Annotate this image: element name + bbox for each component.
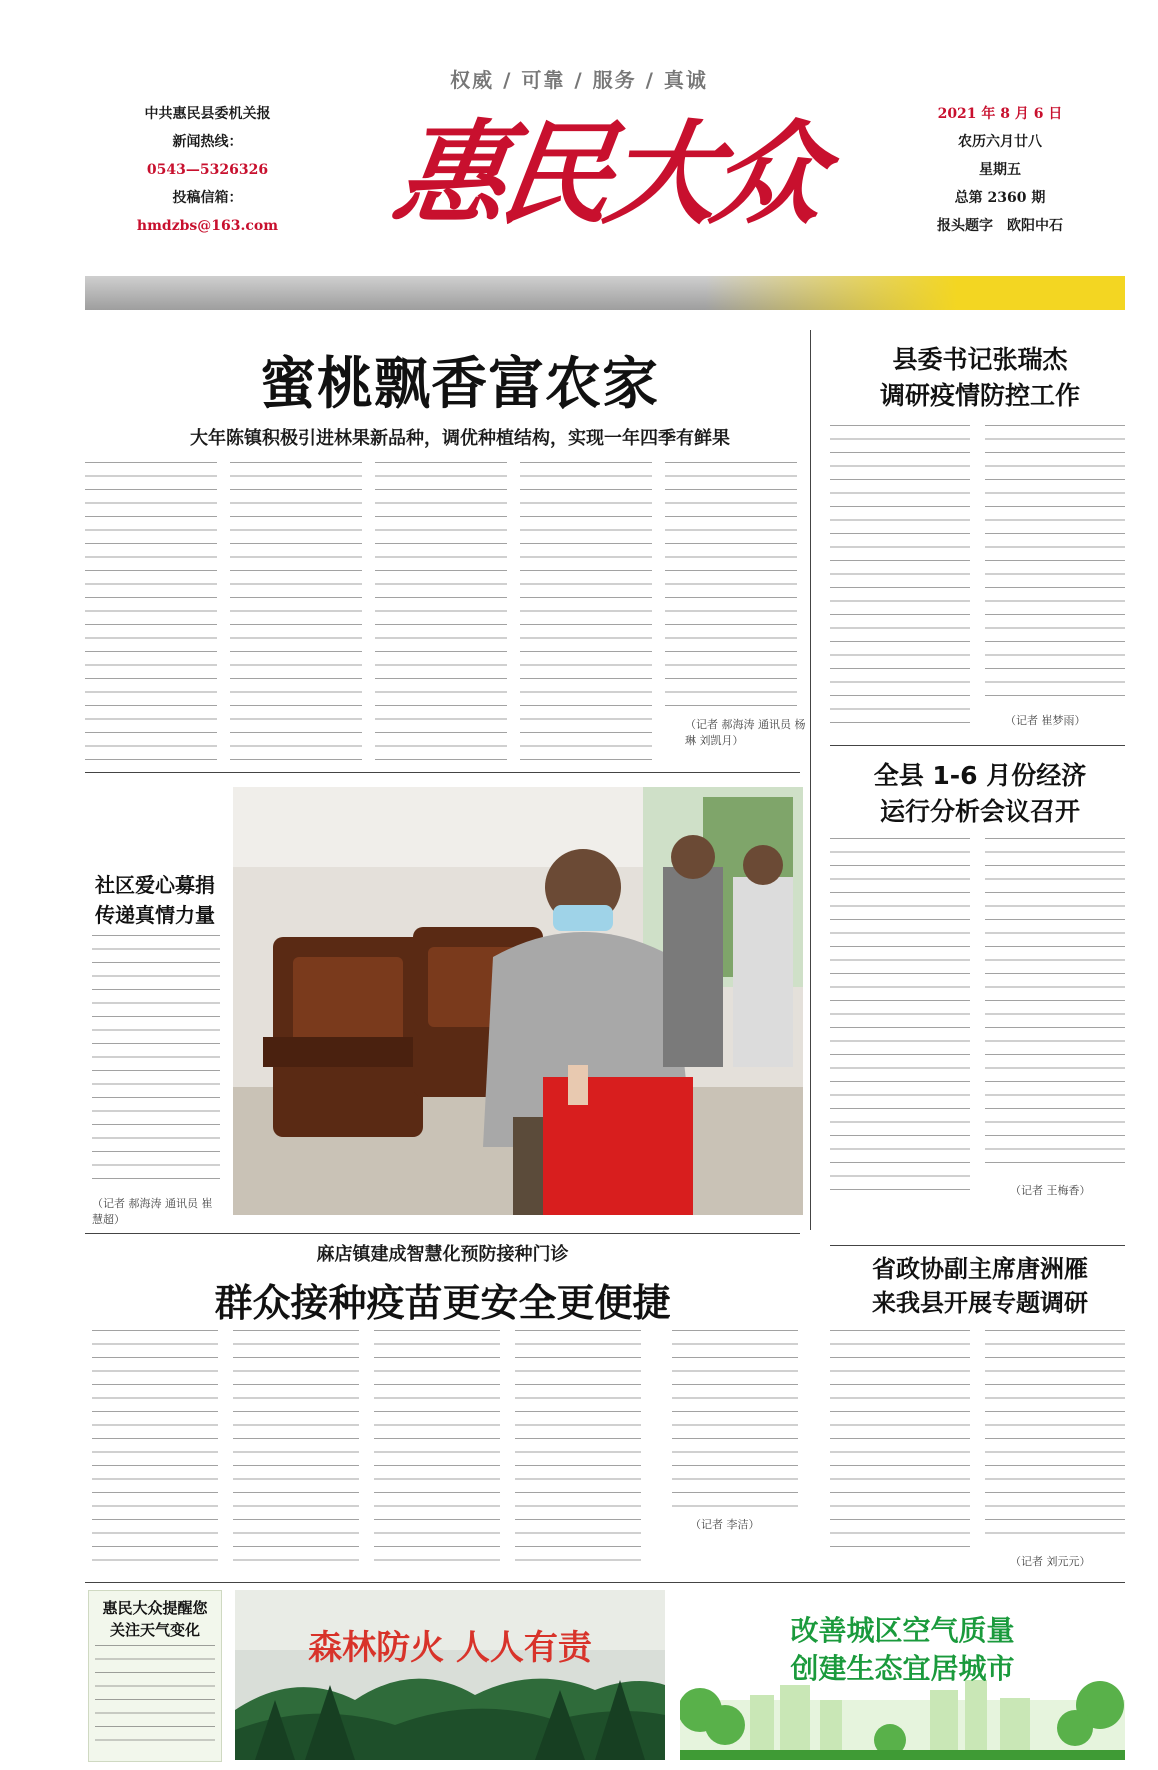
lead-col-2	[230, 462, 362, 762]
divider-right-1	[830, 745, 1125, 746]
column-divider	[810, 330, 811, 1230]
vaccine-col-1	[92, 1330, 218, 1568]
weather-title-line1: 惠民大众提醒您	[102, 1599, 208, 1617]
divider-bottom	[85, 1582, 1125, 1583]
cppcc-col-1	[830, 1330, 970, 1558]
masthead-title: 惠民大众	[385, 109, 829, 240]
left-info	[120, 100, 295, 240]
email-label: 投稿信箱：	[172, 190, 243, 206]
calligraphy-credit: 报头题字 欧阳中石	[937, 218, 1063, 234]
community-col	[92, 935, 220, 1190]
slogan: 权威 / 可靠 / 服务 / 真诚	[450, 68, 708, 92]
community-headline-line1: 社区爱心募捐	[95, 873, 215, 897]
economy-headline-line1: 全县 1-6 月份经济	[873, 761, 1087, 790]
forest-fire-ad	[235, 1590, 665, 1760]
party-sec-col-2	[985, 425, 1125, 705]
lead-subhead: 大年陈镇积极引进林果新品种，调优种植结构，实现一年四季有鲜果	[190, 428, 730, 449]
cppcc-headline	[835, 1252, 1125, 1320]
air-quality-slogan-line1: 改善城区空气质量	[790, 1614, 1015, 1647]
vaccine-col-4	[515, 1330, 641, 1568]
air-quality-ad	[680, 1590, 1125, 1760]
vaccine-col-2	[233, 1330, 359, 1568]
party-sec-headline-line2: 调研疫情防控工作	[879, 381, 1080, 410]
header-banner-strip	[85, 276, 1125, 310]
weekday: 星期五	[979, 162, 1021, 178]
email-link[interactable]: hmdzbs@163.com	[136, 218, 279, 234]
cppcc-headline-line1: 省政协副主席唐洲雁	[872, 1255, 1088, 1283]
banner-yellow-accent	[705, 276, 1125, 310]
org-name: 中共惠民县委机关报	[144, 106, 271, 122]
economy-headline-line2: 运行分析会议召开	[879, 797, 1080, 826]
vaccine-headline: 群众接种疫苗更安全更便捷	[214, 1281, 671, 1325]
right-info	[920, 100, 1080, 240]
weather-text	[95, 1645, 215, 1753]
forest-fire-slogan: 森林防火 人人有责	[308, 1628, 592, 1668]
hotline-number[interactable]: 0543—5326326	[146, 162, 269, 178]
cppcc-col-2	[985, 1330, 1125, 1545]
lead-headline: 蜜桃飘香富农家	[260, 352, 659, 417]
community-headline	[85, 870, 225, 930]
party-sec-headline-line1: 县委书记张瑞杰	[892, 345, 1068, 374]
divider-lead-bottom	[85, 772, 800, 773]
masthead	[385, 100, 829, 260]
vaccine-kicker: 麻店镇建成智慧化预防接种门诊	[316, 1244, 569, 1265]
economy-byline: （记者 王梅香）	[1010, 1184, 1091, 1197]
cppcc-byline: （记者 刘元元）	[1010, 1555, 1091, 1568]
weather-title-line2: 关注天气变化	[109, 1621, 200, 1639]
party-sec-col-1	[830, 425, 970, 725]
weather-box	[88, 1590, 222, 1762]
issue-date: 2021 年 8 月 6 日	[937, 106, 1063, 122]
divider-right-2	[830, 1245, 1125, 1246]
hotline-label: 新闻热线：	[172, 134, 243, 150]
vaccine-col-5	[672, 1330, 798, 1510]
donation-photo	[233, 787, 803, 1215]
issue-number: 总第 2360 期	[954, 190, 1046, 206]
air-quality-slogan	[680, 1612, 1125, 1688]
community-byline: （记者 郝海涛 通讯员 崔慧超）	[92, 1197, 213, 1226]
lead-col-4	[520, 462, 652, 762]
community-headline-line2: 传递真情力量	[95, 903, 215, 927]
economy-col-2	[985, 838, 1125, 1173]
party-sec-headline	[835, 342, 1125, 414]
vaccine-byline: （记者 李洁）	[690, 1518, 760, 1531]
lead-col-3	[375, 462, 507, 762]
cppcc-headline-line2: 来我县开展专题调研	[872, 1289, 1088, 1317]
lead-byline: （记者 郝海涛 通讯员 杨琳 刘凯月）	[685, 718, 806, 747]
air-quality-slogan-line2: 创建生态宜居城市	[790, 1652, 1015, 1685]
lunar-date: 农历六月廿八	[958, 134, 1042, 150]
economy-headline	[835, 758, 1125, 830]
economy-col-1	[830, 838, 970, 1198]
lead-col-1	[85, 462, 217, 762]
vaccine-col-3	[374, 1330, 500, 1568]
divider-photo-bottom	[85, 1233, 800, 1234]
lead-col-5	[665, 462, 797, 714]
party-sec-byline: （记者 崔梦雨）	[1005, 714, 1086, 727]
